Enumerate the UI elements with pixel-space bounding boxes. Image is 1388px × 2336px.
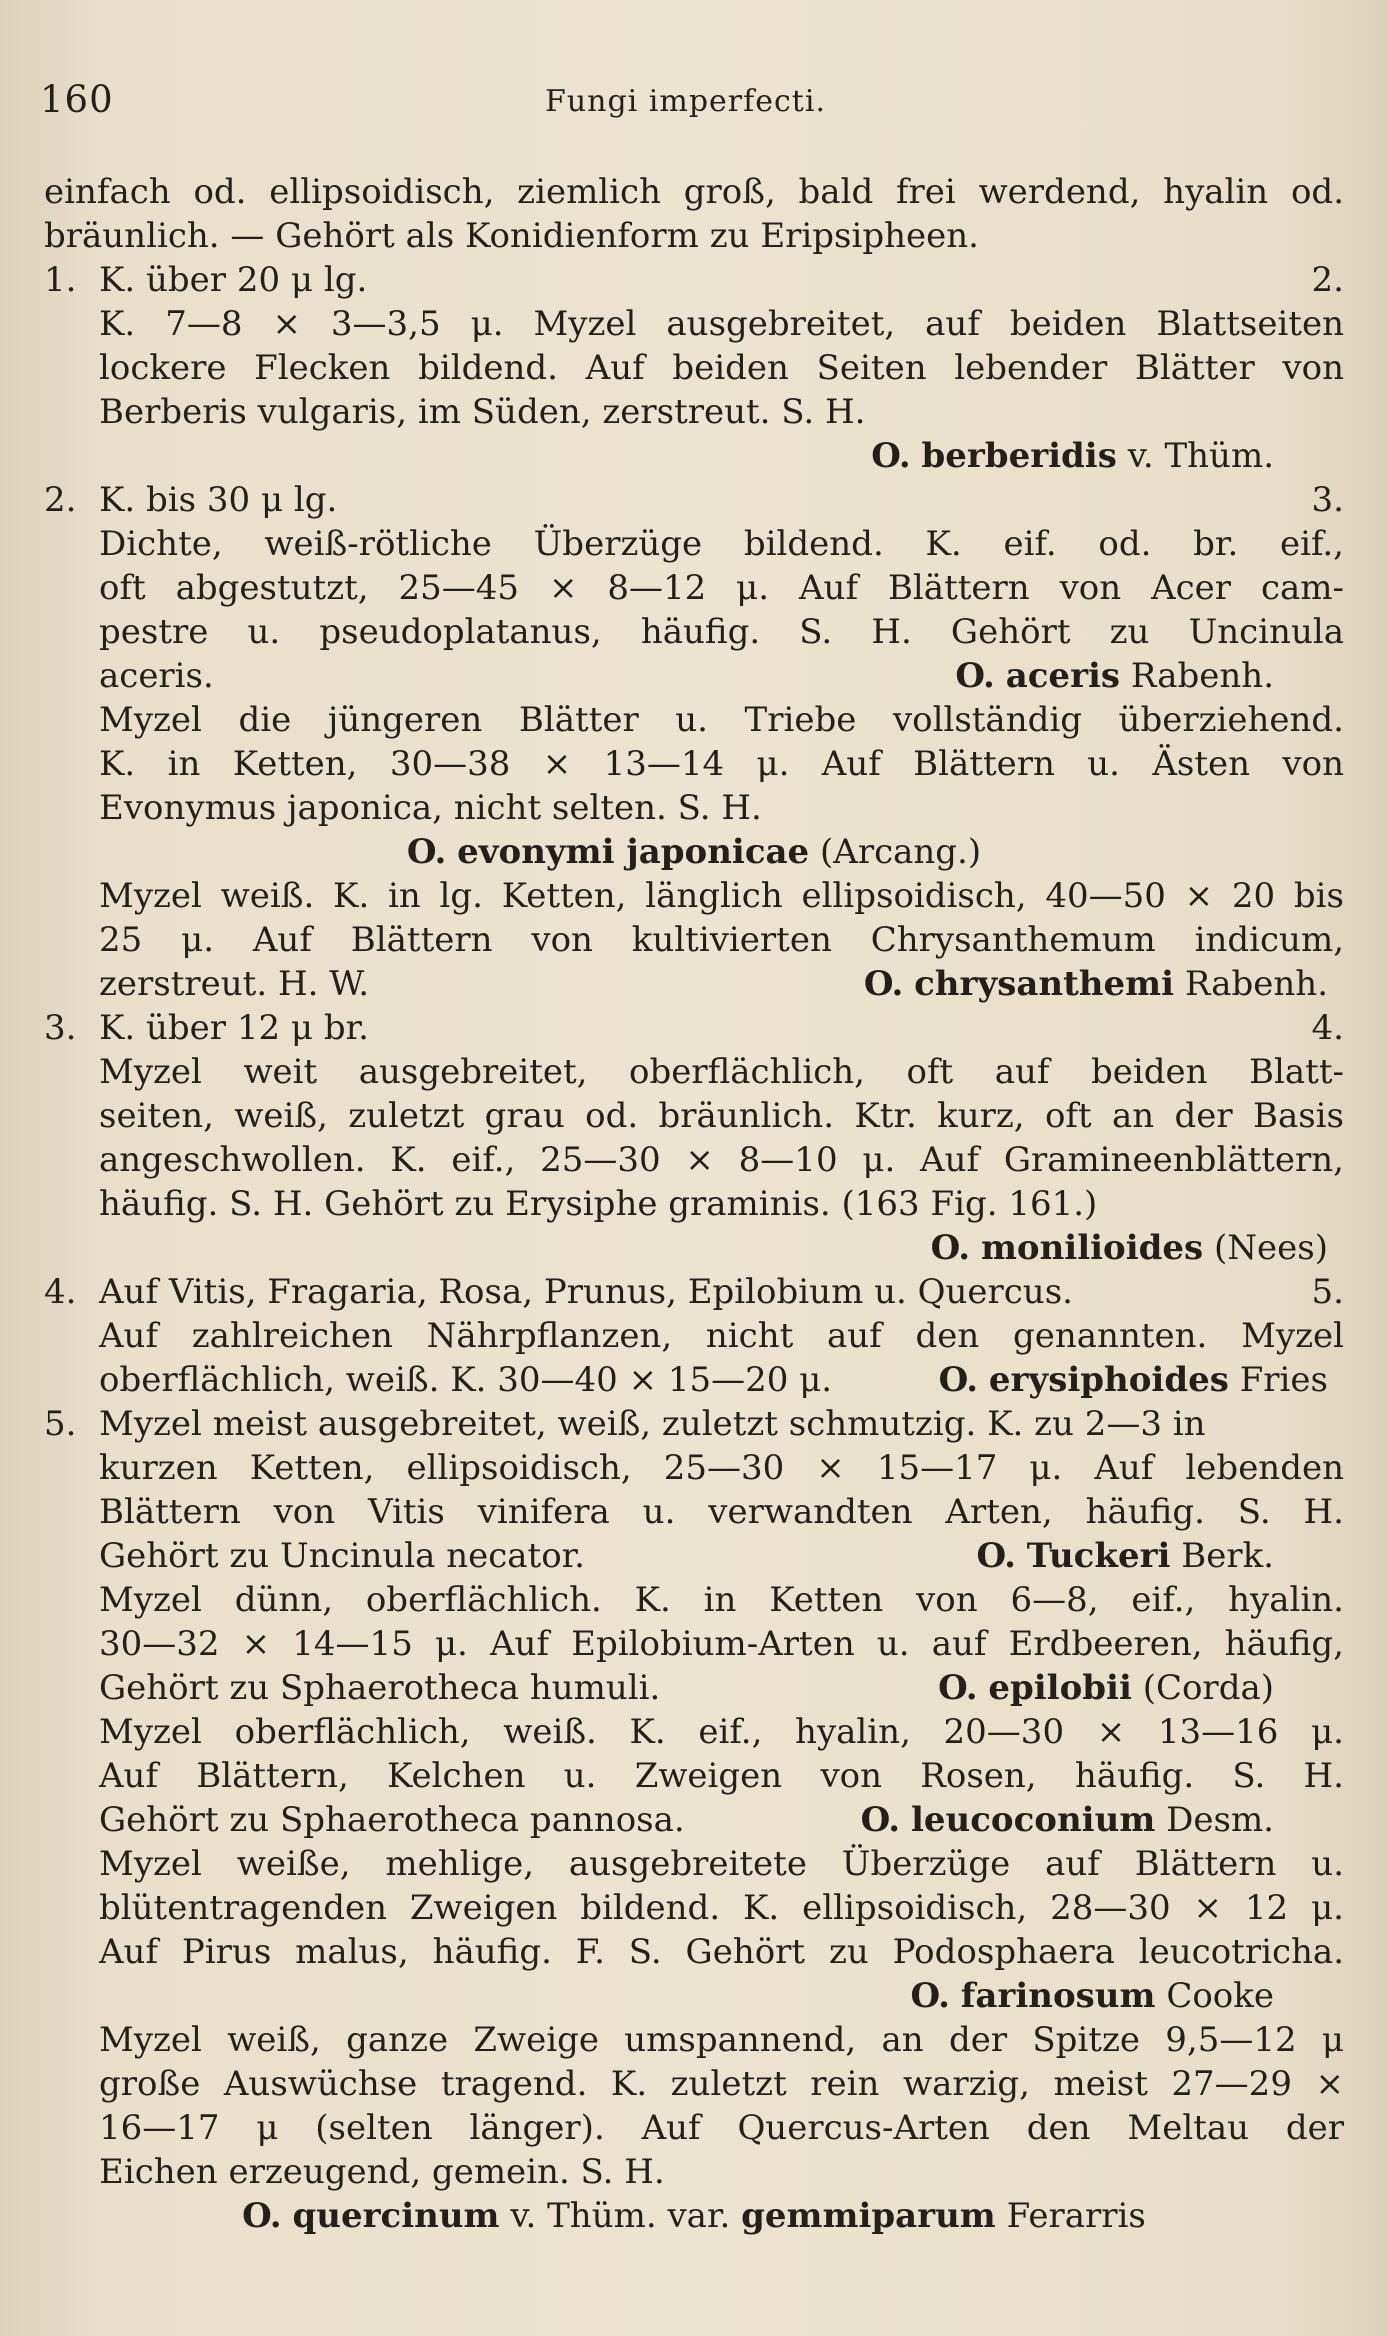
species-epithet: Tuckeri <box>1026 1536 1171 1576</box>
genus-abbrev: O. <box>938 1360 979 1400</box>
lead-text: K. bis 30 μ lg. <box>99 480 338 520</box>
page-number: 160 <box>40 78 114 121</box>
text-line: pestre u. pseudoplatanus, häufig. S. H. Gehört zu Uncinula <box>99 612 1344 652</box>
species-name <box>861 1798 1274 1842</box>
species-name <box>407 832 981 872</box>
line-text: Gehört zu Sphaerotheca humuli. <box>99 1668 661 1708</box>
species-author: Berk. <box>1181 1536 1274 1576</box>
key-lead <box>44 1006 1344 1050</box>
species-author: (Nees) <box>1214 1228 1328 1268</box>
species-name <box>977 1534 1275 1578</box>
species-author: Rabenh. <box>1184 964 1328 1004</box>
species-author: Fries <box>1239 1360 1328 1400</box>
species-epithet: berberidis <box>921 436 1117 476</box>
text-line: Myzel weiße, mehlige, ausgebreitete Überzüge auf Blättern u. <box>99 1844 1344 1884</box>
text-line: Myzel weiß, ganze Zweige umspannend, an der Spitze 9,5—12 μ <box>99 2020 1344 2060</box>
species-author: Rabenh. <box>1130 656 1274 696</box>
genus-abbrev: O. <box>955 656 995 696</box>
lead-number: 3. <box>44 1008 77 1048</box>
species-line <box>44 1358 1344 1402</box>
genus-abbrev: O. <box>910 1976 950 2016</box>
lead-reference: 4. <box>1311 1008 1344 1048</box>
text-line: bräunlich. — Gehört als Konidienform zu Eripsipheen. <box>44 216 979 256</box>
text-line: oft abgestutzt, 25—45 × 8—12 μ. Auf Blättern von Acer cam- <box>99 568 1344 608</box>
text-line: Dichte, weiß-rötliche Überzüge bildend. K. eif. od. br. eif., <box>99 524 1344 564</box>
text-line: Berberis vulgaris, im Süden, zerstreut. S. H. <box>99 392 866 432</box>
species-epithet: aceris <box>1005 656 1121 696</box>
genus-abbrev: O. <box>871 436 911 476</box>
species-epithet: erysiphoides <box>988 1360 1229 1400</box>
genus-abbrev: O. <box>976 1536 1016 1576</box>
text-line: Eichen erzeugend, gemein. S. H. <box>99 2152 665 2192</box>
line-text: zerstreut. H. W. <box>99 964 370 1004</box>
lead-number: 4. <box>44 1272 77 1312</box>
species-author: (Corda) <box>1142 1668 1274 1708</box>
species-line <box>44 654 1344 698</box>
genus-abbrev: O. <box>938 1668 978 1708</box>
lead-text: K. über 20 μ lg. <box>99 260 368 300</box>
species-line <box>44 962 1344 1006</box>
species-name <box>242 2196 1146 2236</box>
species-name <box>864 962 1328 1006</box>
species-line <box>44 1226 1344 1270</box>
genus-abbrev: O. <box>406 832 447 872</box>
species-name <box>910 1974 1274 2018</box>
species-name <box>939 1358 1328 1402</box>
species-name <box>955 654 1274 698</box>
text-line: Auf Pirus malus, häufig. F. S. Gehört zu Podosphaera leucotricha. <box>99 1932 1344 1972</box>
lead-text: K. über 12 μ br. <box>99 1008 369 1048</box>
species-author: v. Thüm. <box>510 2196 657 2236</box>
species-line <box>44 1666 1344 1710</box>
running-title: Fungi imperfecti. <box>545 84 826 119</box>
lead-text: Auf Vitis, Fragaria, Rosa, Prunus, Epilobium u. Quercus. <box>99 1272 1073 1312</box>
lead-number: 1. <box>44 260 77 300</box>
line-text: Gehört zu Sphaerotheca pannosa. <box>99 1800 685 1840</box>
species-line <box>44 1534 1344 1578</box>
text-line: Myzel oberflächlich, weiß. K. eif., hyalin, 20—30 × 13—16 μ. <box>99 1712 1344 1752</box>
text-line: Myzel dünn, oberflächlich. K. in Ketten von 6—8, eif., hyalin. <box>99 1580 1344 1620</box>
lead-reference: 5. <box>1311 1272 1344 1312</box>
page-header <box>40 78 1350 130</box>
species-epithet: chrysanthemi <box>914 964 1175 1004</box>
species-epithet: evonymi japonicae <box>457 832 810 872</box>
lead-reference: 3. <box>1311 480 1344 520</box>
text-line: 30—32 × 14—15 μ. Auf Epilobium-Arten u. auf Erdbeeren, häufig, <box>99 1624 1344 1664</box>
lead-number: 2. <box>44 480 77 520</box>
key-text <box>44 170 1344 2238</box>
species-author: Desm. <box>1166 1800 1274 1840</box>
line-text: Gehört zu Uncinula necator. <box>99 1536 585 1576</box>
text-line: Blättern von Vitis vinifera u. verwandten Arten, häufig. S. H. <box>99 1492 1344 1532</box>
species-epithet: epilobii <box>988 1668 1132 1708</box>
variety-author: Ferarris <box>1006 2196 1146 2236</box>
text-line: K. in Ketten, 30—38 × 13—14 μ. Auf Blättern u. Ästen von <box>99 744 1344 784</box>
species-epithet: quercinum <box>292 2196 500 2236</box>
text-line: 25 μ. Auf Blättern von kultivierten Chrysanthemum indicum, <box>99 920 1344 960</box>
text-line: kurzen Ketten, ellipsoidisch, 25—30 × 15—17 μ. Auf lebenden <box>99 1448 1344 1488</box>
genus-abbrev: O. <box>860 1800 901 1840</box>
text-line: häufig. S. H. Gehört zu Erysiphe graminis. (163 Fig. 161.) <box>99 1184 1098 1224</box>
key-lead <box>44 1270 1344 1314</box>
genus-abbrev: O. <box>930 1228 971 1268</box>
species-epithet: monilioides <box>980 1228 1204 1268</box>
text-line: Myzel weit ausgebreitet, oberflächlich, oft auf beiden Blatt- <box>99 1052 1344 1092</box>
text-line: Auf zahlreichen Nährpflanzen, nicht auf den genannten. Myzel <box>99 1316 1344 1356</box>
line-text: oberflächlich, weiß. K. 30—40 × 15—20 μ. <box>99 1360 833 1400</box>
text-line: K. 7—8 × 3—3,5 μ. Myzel ausgebreitet, auf beiden Blattseiten <box>99 304 1344 344</box>
species-author: Cooke <box>1166 1976 1274 2016</box>
text-line: große Auswüchse tragend. K. zuletzt rein warzig, meist 27—29 × <box>99 2064 1344 2104</box>
species-line <box>44 1798 1344 1842</box>
key-lead <box>44 258 1344 302</box>
text-line: seiten, weiß, zuletzt grau od. bräunlich. Ktr. kurz, oft an der Basis <box>99 1096 1344 1136</box>
text-line: 16—17 μ (selten länger). Auf Quercus-Arten den Meltau der <box>99 2108 1344 2148</box>
species-line <box>44 434 1344 478</box>
text-line: lockere Flecken bildend. Auf beiden Seiten lebender Blätter von <box>99 348 1344 388</box>
species-name <box>871 434 1274 478</box>
text-line: blütentragenden Zweigen bildend. K. ellipsoidisch, 28—30 × 12 μ. <box>99 1888 1344 1928</box>
text-line: Myzel die jüngeren Blätter u. Triebe vollständig überziehend. <box>99 700 1344 740</box>
lead-text: Myzel meist ausgebreitet, weiß, zuletzt schmutzig. K. zu 2—3 in <box>99 1404 1206 1444</box>
variety-marker: var. <box>667 2196 731 2236</box>
species-line <box>44 1974 1344 2018</box>
key-lead <box>44 1402 1344 1446</box>
text-line: angeschwollen. K. eif., 25—30 × 8—10 μ. Auf Gramineenblättern, <box>99 1140 1344 1180</box>
variety-epithet: gemmiparum <box>741 2196 996 2236</box>
species-epithet: leucoconium <box>910 1800 1156 1840</box>
lead-number: 5. <box>44 1404 77 1444</box>
species-author: v. Thüm. <box>1127 436 1274 476</box>
species-name <box>938 1666 1274 1710</box>
text-line: Evonymus japonica, nicht selten. S. H. <box>99 788 762 828</box>
species-epithet: farinosum <box>960 1976 1156 2016</box>
text-line: Myzel weiß. K. in lg. Ketten, länglich ellipsoidisch, 40—50 × 20 bis <box>99 876 1344 916</box>
text-line: Auf Blättern, Kelchen u. Zweigen von Rosen, häufig. S. H. <box>99 1756 1344 1796</box>
species-author: (Arcang.) <box>820 832 982 872</box>
lead-reference: 2. <box>1311 260 1344 300</box>
species-line <box>44 830 1344 874</box>
key-lead <box>44 478 1344 522</box>
species-name <box>931 1226 1328 1270</box>
species-line <box>44 2194 1344 2238</box>
text-line: einfach od. ellipsoidisch, ziemlich groß, bald frei werdend, hyalin od. <box>44 172 1344 212</box>
line-text: aceris. <box>99 656 214 696</box>
genus-abbrev: O. <box>863 964 904 1004</box>
genus-abbrev: O. <box>242 2196 282 2236</box>
